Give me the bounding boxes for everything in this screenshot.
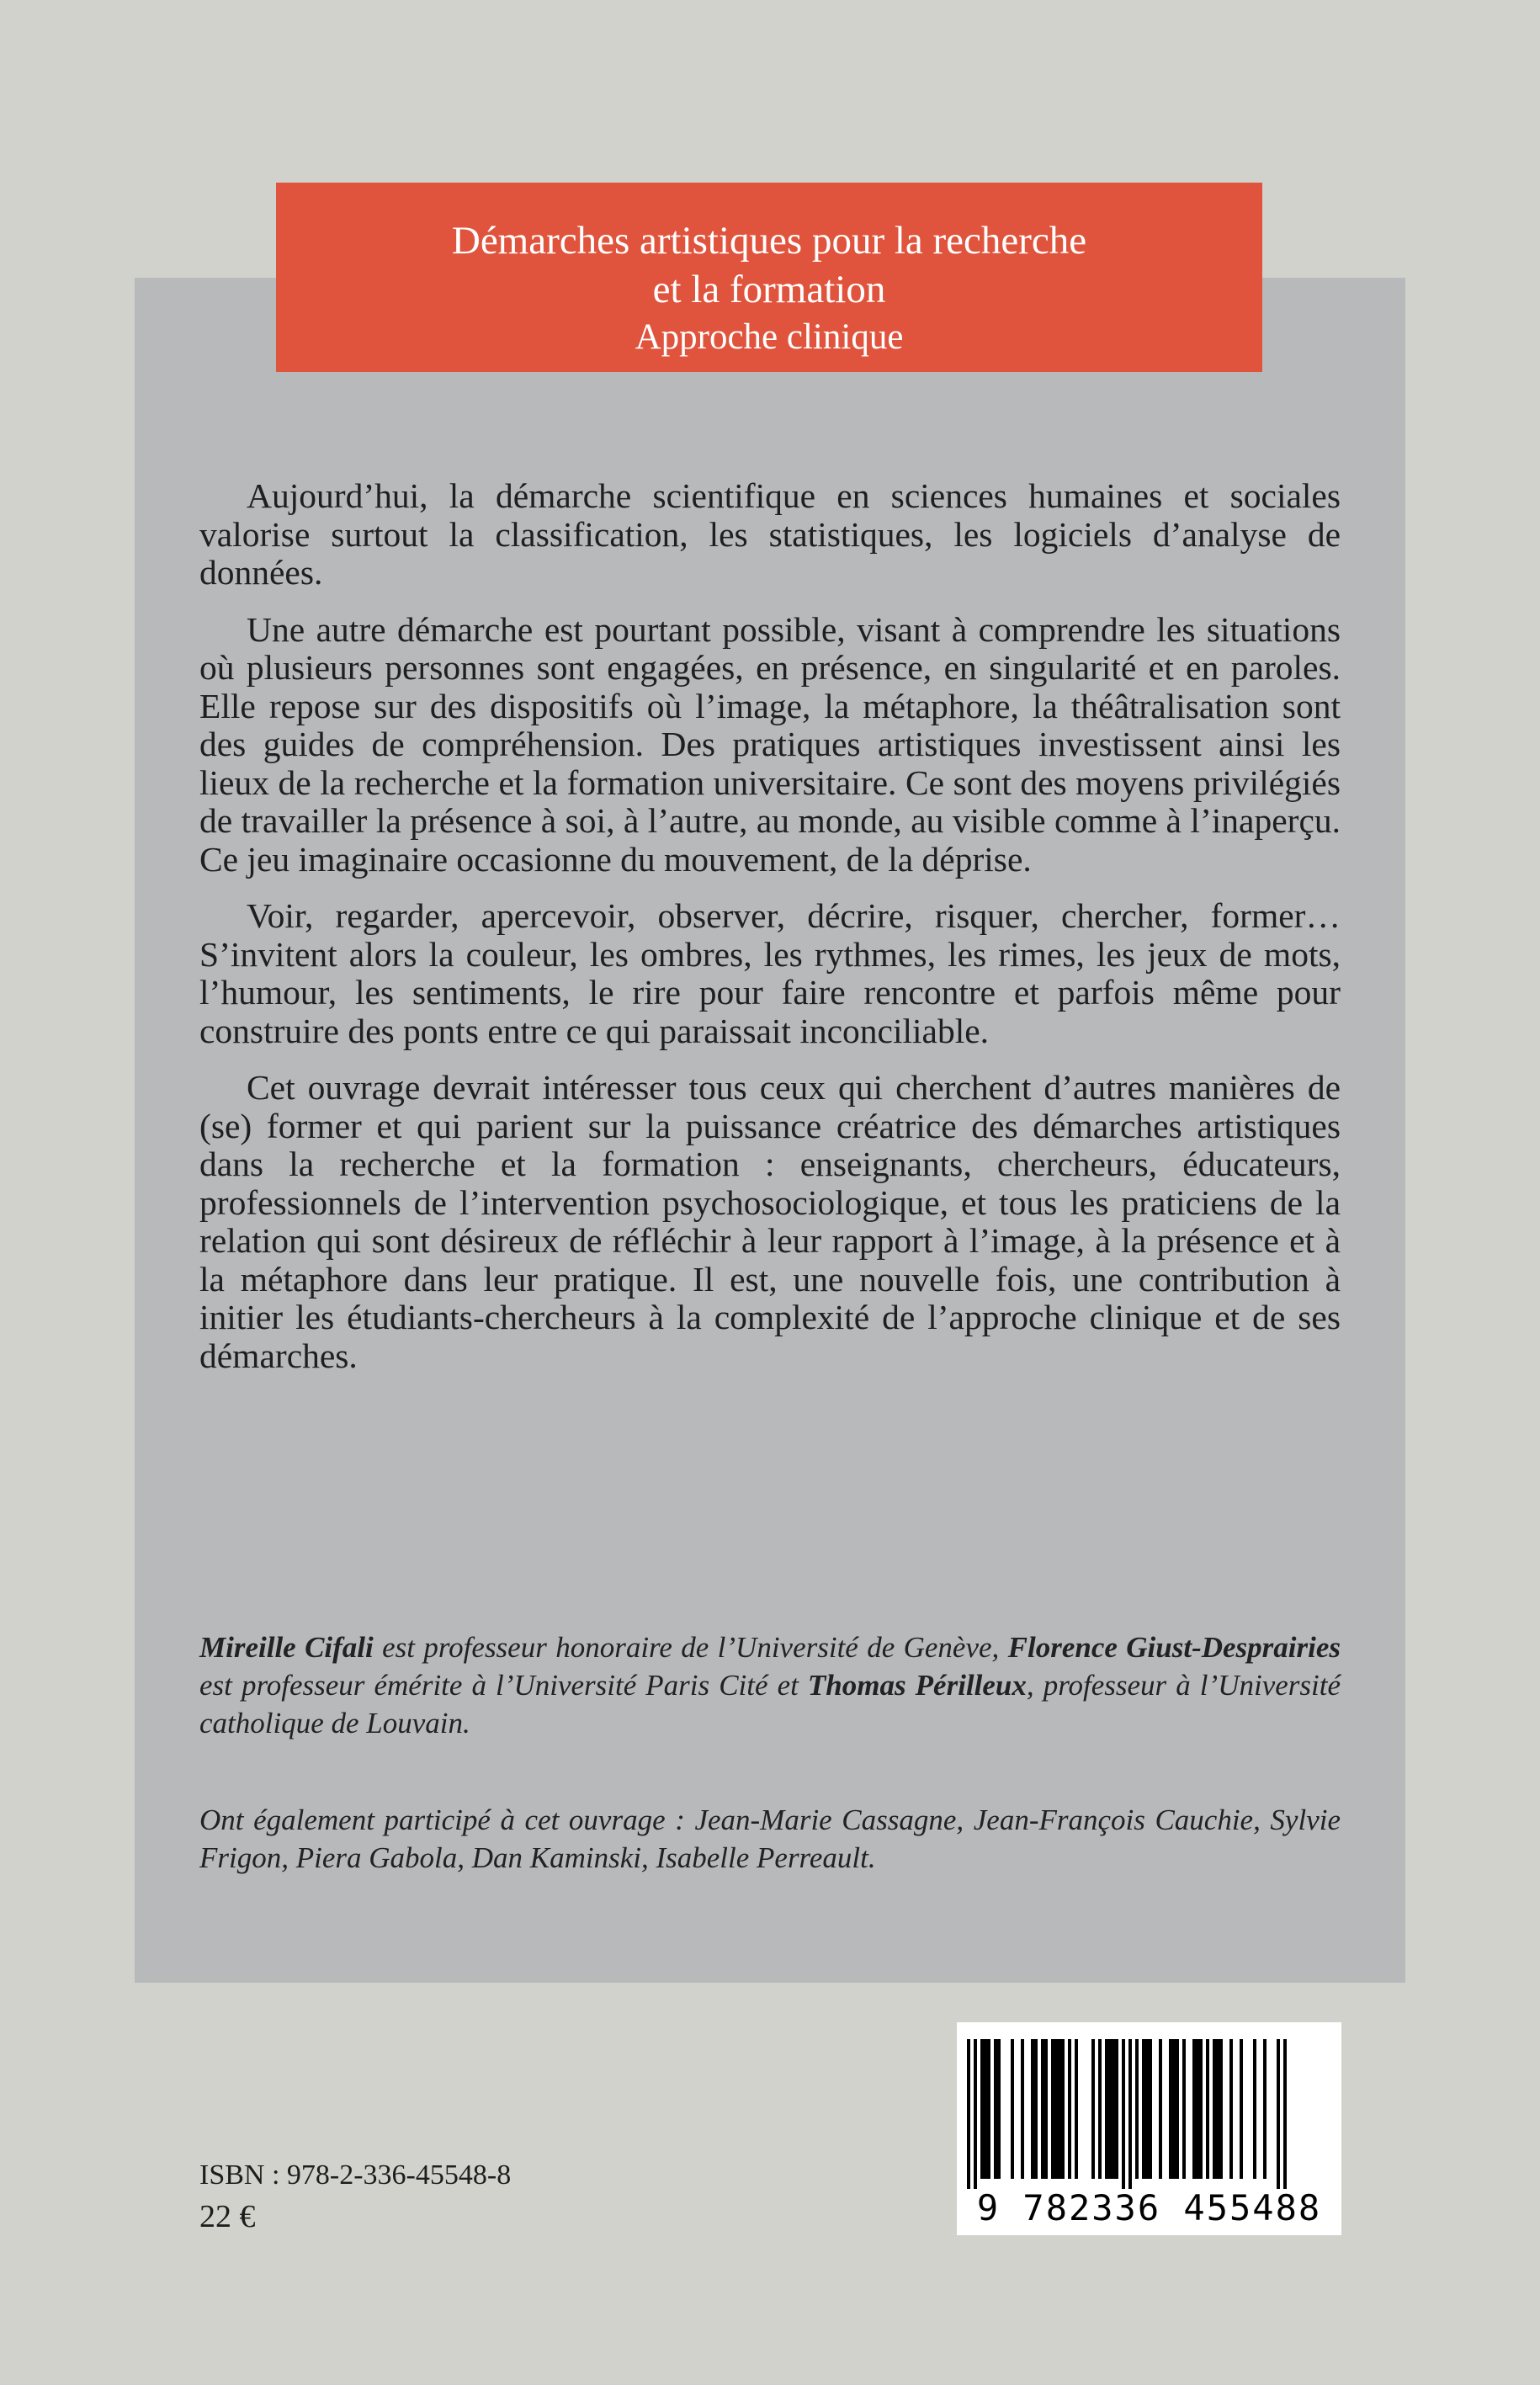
blurb-paragraph-2: Une autre démarche est pourtant possible, visant à comprendre les situations où plusieurs personnes sont engagées, en présence, en singularité et en paroles. Elle repose sur des dispositifs où l’image, la métaphore, la théâtralisation sont des guides de compréhension. Des pratiques artistiques investissent ainsi les lieux de la recherche et la formation universitaire. Ce sont des moyens privilégiés de travailler la présence à soi, à l’autre, au monde, au visible comme à l’inaperçu. Ce jeu imaginaire occasionne du mouvement, de la déprise. — [199, 609, 1341, 879]
barcode-bar — [1213, 2039, 1216, 2179]
barcode-bar — [1075, 2039, 1078, 2179]
barcode-bar — [1142, 2039, 1145, 2179]
barcode-bar — [1169, 2039, 1172, 2179]
barcode-bar — [1283, 2039, 1287, 2189]
barcode-bar — [1135, 2039, 1139, 2179]
barcode-bar — [1031, 2039, 1034, 2179]
author-name-2: Florence Giust-Desprairies — [1007, 1631, 1341, 1664]
barcode-bar — [1115, 2039, 1118, 2179]
barcode — [957, 2022, 1341, 2235]
author-name-3: Thomas Périlleux — [807, 1669, 1027, 1702]
barcode-bar — [1176, 2039, 1179, 2179]
blurb-paragraph-3: Voir, regarder, apercevoir, observer, décrire, risquer, chercher, former… S’invitent alors la couleur, les ombres, les rythmes, les rimes, les jeux de mots, l’humour, les sentiments, le rire pour faire rencontre et parfois même pour construire des ponts entre ce qui paraissait inconciliable. — [199, 896, 1341, 1050]
barcode-bar — [1128, 2039, 1132, 2189]
barcode-bar — [974, 2039, 977, 2189]
barcode-bar — [1159, 2039, 1162, 2179]
blurb-paragraph-4: Cet ouvrage devrait intéresser tous ceux qui cherchent d’autres manières de (se) former et qui parient sur la puissance créatrice des démarches artistiques dans la recherche et la formation : enseignants, chercheurs, éducateurs, professionnels de l’intervention psychosociologique, et tous les praticiens de la relation qui sont désireux de réfléchir à leur rapport à l’image, à la présence et à la métaphore dans leur pratique. Il est, une nouvelle fois, une contribution à initier les étudiants-chercheurs à la complexité de l’approche clinique et de ses démarches. — [199, 1068, 1341, 1375]
title-line-2: et la formation — [652, 268, 886, 311]
barcode-bar — [1182, 2039, 1186, 2179]
barcode-bar — [1240, 2039, 1243, 2179]
barcode-bar — [1145, 2039, 1149, 2179]
barcode-bar — [1034, 2039, 1038, 2179]
author-text-2: est professeur émérite à l’Université Paris Cité et — [199, 1669, 808, 1702]
barcode-bar — [987, 2039, 990, 2179]
barcode-bar — [1108, 2039, 1112, 2179]
barcode-bar — [1051, 2039, 1054, 2179]
price: 22 € — [199, 2199, 256, 2234]
barcode-bar — [1105, 2039, 1108, 2179]
subtitle: Approche clinique — [635, 317, 904, 357]
barcode-bar — [1263, 2039, 1267, 2179]
author-name-1: Mireille Cifali — [199, 1631, 374, 1664]
barcode-bar — [1054, 2039, 1058, 2179]
barcode-bar — [1149, 2039, 1152, 2179]
barcode-bar — [1196, 2039, 1199, 2179]
authors-bio — [199, 1628, 1341, 1742]
barcode-digits: 9 782336 455488 — [976, 2187, 1322, 2228]
barcode-bar — [1253, 2039, 1256, 2179]
barcode-bars — [957, 2022, 1341, 2191]
barcode-bar — [1041, 2039, 1044, 2179]
barcode-bar — [984, 2039, 987, 2179]
barcode-bar — [1011, 2039, 1014, 2179]
barcode-bar — [994, 2039, 997, 2179]
barcode-bar — [1219, 2039, 1223, 2179]
barcode-bar — [1206, 2039, 1209, 2179]
contributors — [199, 1801, 1341, 1877]
isbn: ISBN : 978-2-336-45548-8 — [199, 2159, 512, 2191]
barcode-bar — [1058, 2039, 1061, 2179]
barcode-bar — [1021, 2039, 1024, 2179]
barcode-bar — [1277, 2039, 1280, 2189]
barcode-bar — [1061, 2039, 1065, 2179]
title-line-1: Démarches artistiques pour la recherche — [451, 219, 1087, 263]
barcode-bar — [1229, 2039, 1233, 2179]
barcode-bar — [1112, 2039, 1115, 2179]
barcode-bar — [980, 2039, 984, 2179]
barcode-bar — [1216, 2039, 1219, 2179]
barcode-bar — [1192, 2039, 1196, 2179]
barcode-bar — [1044, 2039, 1048, 2179]
blurb-paragraph-1: Aujourd’hui, la démarche scientifique en sciences humaines et sociales valorise surtout la classification, les statistiques, les logiciels d’analyse de données. — [199, 476, 1341, 592]
barcode-bar — [1199, 2039, 1203, 2179]
barcode-bar — [1091, 2039, 1095, 2179]
contributors-text: Ont également participé à cet ouvrage : Jean-Marie Cassagne, Jean-François Cauchie, Sylvie Frigon, Piera Gabola, Dan Kaminski, Isabelle Perreault. — [199, 1803, 1341, 1874]
author-text-3: , professeur à l’Université catholique de Louvain. — [199, 1669, 1341, 1740]
author-text-1: est professeur honoraire de l’Université de Genève, — [373, 1631, 1008, 1664]
barcode-bar — [1098, 2039, 1102, 2179]
barcode-bar — [967, 2039, 970, 2189]
barcode-bar — [1068, 2039, 1071, 2179]
barcode-bar — [1172, 2039, 1176, 2179]
barcode-bar — [1122, 2039, 1125, 2189]
authors-paragraph — [199, 1628, 1341, 1742]
barcode-bar — [997, 2039, 1001, 2179]
blurb — [199, 477, 1341, 1394]
title-box — [276, 183, 1262, 372]
